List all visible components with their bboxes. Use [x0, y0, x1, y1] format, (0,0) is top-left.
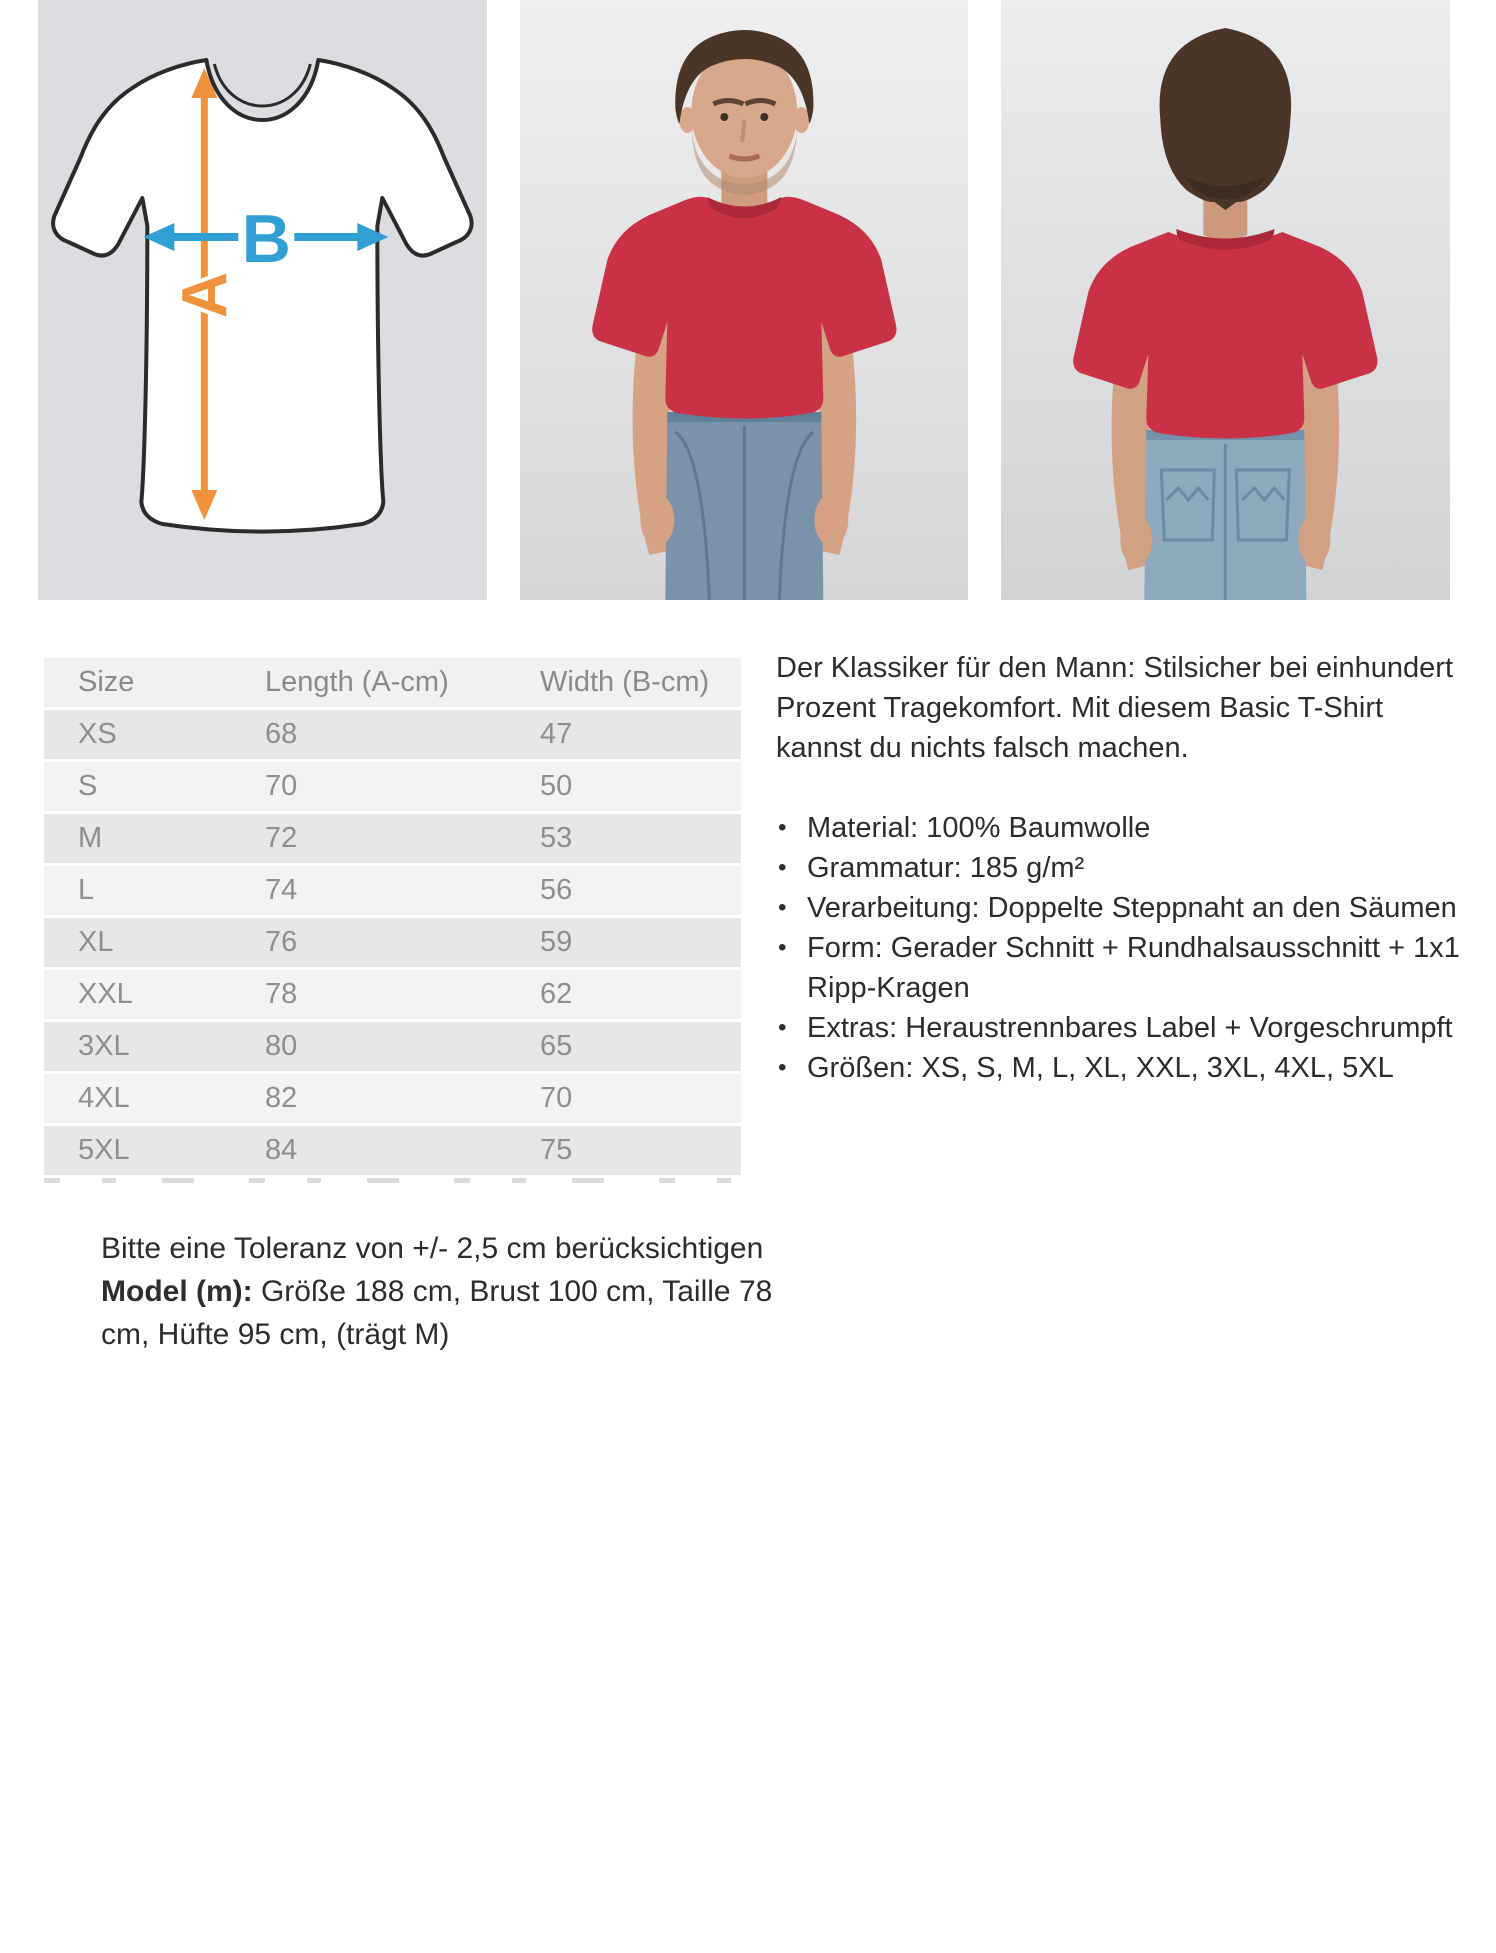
table-row: [44, 917, 741, 969]
right-hand: [1299, 515, 1331, 565]
size-cell: 5XL: [44, 1125, 231, 1177]
length-cell: 80: [231, 1021, 506, 1073]
measurement-notes: [101, 1227, 821, 1356]
bullet-icon: •: [778, 1054, 787, 1081]
width-cell: 62: [506, 969, 741, 1021]
size-cell: L: [44, 865, 231, 917]
length-cell: 82: [231, 1073, 506, 1125]
left-eye: [720, 113, 728, 121]
length-cell: 74: [231, 865, 506, 917]
description-bullet-list: [776, 808, 1462, 1088]
width-cell: 75: [506, 1125, 741, 1177]
width-cell: 47: [506, 709, 741, 761]
table-row: [44, 1125, 741, 1177]
col-header-length: Length (A-cm): [231, 658, 506, 709]
product-media-row: [0, 0, 1496, 600]
width-cell: 65: [506, 1021, 741, 1073]
size-cell: XS: [44, 709, 231, 761]
size-cell: S: [44, 761, 231, 813]
product-description-column: [776, 648, 1462, 1088]
table-row: [44, 761, 741, 813]
bullet-grammatur: • Grammatur: 185 g/m²: [776, 848, 1462, 888]
back-photo-illustration: [1001, 0, 1450, 600]
table-row: [44, 813, 741, 865]
table-row: [44, 709, 741, 761]
front-photo-illustration: [520, 0, 969, 600]
table-row: [44, 1073, 741, 1125]
width-cell: 70: [506, 1073, 741, 1125]
model-note: [101, 1270, 821, 1356]
jeans-back: [1145, 430, 1307, 600]
col-header-size: Size: [44, 658, 231, 709]
jeans: [665, 412, 823, 600]
right-eye: [760, 113, 768, 121]
label-b: B: [241, 201, 291, 277]
bullet-form: • Form: Gerader Schnitt + Rundhalsausschnitt + 1x1 Ripp-Kragen: [776, 928, 1462, 1008]
tolerance-note: Bitte eine Toleranz von +/- 2,5 cm berücksichtigen: [101, 1232, 764, 1265]
bullet-icon: •: [778, 1014, 787, 1041]
bullet-icon: •: [778, 854, 787, 881]
length-cell: 72: [231, 813, 506, 865]
clipped-table-row-remnant: [44, 1178, 734, 1183]
bullet-icon: •: [778, 814, 787, 841]
table-row: [44, 865, 741, 917]
length-cell: 78: [231, 969, 506, 1021]
size-table: [44, 658, 741, 1178]
size-cell: 4XL: [44, 1073, 231, 1125]
size-and-description-section: [0, 648, 1496, 1356]
bullet-groessen: • Größen: XS, S, M, L, XL, XXL, 3XL, 4XL, 5XL: [776, 1048, 1462, 1088]
model-front-photo: [520, 0, 969, 600]
size-cell: XXL: [44, 969, 231, 1021]
length-cell: 68: [231, 709, 506, 761]
left-hand: [640, 494, 674, 546]
model-note-details: Größe 188 cm, Brust 100 cm, Taille 78 cm, Hüfte 95 cm, (trägt M): [101, 1275, 773, 1351]
table-row: [44, 969, 741, 1021]
length-cell: 84: [231, 1125, 506, 1177]
bullet-icon: •: [778, 934, 787, 961]
bullet-extras: • Extras: Heraustrennbares Label + Vorgeschrumpft: [776, 1008, 1462, 1048]
width-cell: 50: [506, 761, 741, 813]
width-cell: 53: [506, 813, 741, 865]
bullet-material: • Material: 100% Baumwolle: [776, 808, 1462, 848]
size-cell: XL: [44, 917, 231, 969]
size-diagram-image: [38, 0, 487, 600]
width-cell: 56: [506, 865, 741, 917]
bullet-verarbeitung: • Verarbeitung: Doppelte Steppnaht an den Säumen: [776, 888, 1462, 928]
length-cell: 76: [231, 917, 506, 969]
label-a: A: [168, 271, 241, 319]
right-hand: [814, 494, 848, 546]
model-back-photo: [1001, 0, 1450, 600]
nose: [742, 120, 744, 142]
col-header-width: Width (B-cm): [506, 658, 741, 709]
length-cell: 70: [231, 761, 506, 813]
description-intro: Der Klassiker für den Mann: Stilsicher bei einhundert Prozent Tragekomfort. Mit diesem Basic T-Shirt kannst du nichts falsch machen.: [776, 652, 1453, 764]
size-cell: 3XL: [44, 1021, 231, 1073]
bullet-icon: •: [778, 894, 787, 921]
size-cell: M: [44, 813, 231, 865]
table-row: [44, 1021, 741, 1073]
tshirt-measurement-diagram: [38, 0, 487, 600]
size-table-header: [44, 658, 741, 709]
model-note-label: Model (m):: [101, 1275, 253, 1308]
table-header-row: [44, 658, 741, 709]
size-table-column: [44, 648, 773, 1356]
width-cell: 59: [506, 917, 741, 969]
left-hand: [1121, 515, 1153, 565]
